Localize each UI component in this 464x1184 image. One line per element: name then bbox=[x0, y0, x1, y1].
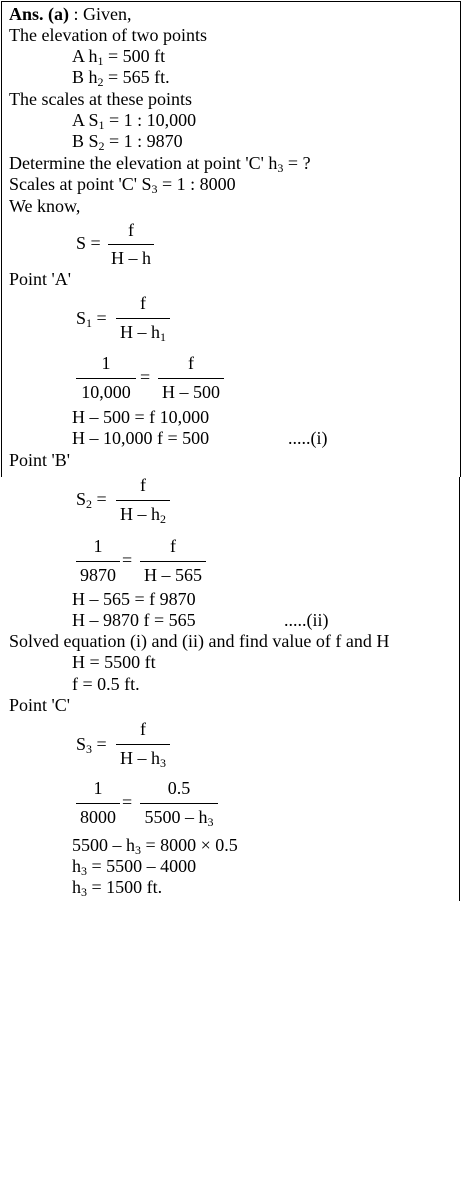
solution-frame-top bbox=[1, 1, 461, 477]
eq-c-step1-value: = 8000 × 0.5 bbox=[141, 835, 238, 855]
eq-b-step2: H – 9870 f = 565 bbox=[72, 610, 196, 630]
eq-c-result-sub: 3 bbox=[81, 885, 87, 899]
eq-c-right-fraction bbox=[138, 778, 220, 832]
given-s2 bbox=[72, 131, 183, 152]
eq-a-equals: = bbox=[140, 367, 151, 387]
eq-a-left-num: 1 bbox=[101, 353, 111, 373]
eq-c-right-bar bbox=[140, 803, 218, 804]
eq-a-step1: H – 500 = f 10,000 bbox=[72, 407, 210, 427]
eq-a-tag: .....(i) bbox=[288, 428, 328, 448]
eq-a-left-den: 10,000 bbox=[81, 382, 131, 402]
answer-heading bbox=[9, 4, 132, 25]
eq-c-right-den-text: 5500 – h bbox=[144, 807, 208, 827]
determine-sub: 3 bbox=[277, 161, 284, 175]
eq-c-right-num: 0.5 bbox=[167, 778, 191, 798]
eq-c-step1-sub: 3 bbox=[135, 843, 141, 857]
formula-s1-s: S bbox=[76, 308, 87, 328]
given-s2-value: = 1 : 9870 bbox=[104, 131, 183, 151]
formula-s2-den-sub: 2 bbox=[160, 512, 166, 526]
point-b-heading: Point 'B' bbox=[9, 450, 71, 470]
given-s2-sub: 2 bbox=[98, 139, 105, 153]
eq-c-step2-text: h bbox=[72, 856, 81, 876]
eq-b-tag: .....(ii) bbox=[284, 610, 329, 630]
given-scales-heading: The scales at these points bbox=[9, 89, 192, 109]
eq-c-result-text: h bbox=[72, 877, 81, 897]
eq-b-right-num: f bbox=[170, 536, 176, 556]
eq-c-right-den-sub: 3 bbox=[207, 815, 214, 829]
formula-s3-eq: = bbox=[92, 734, 107, 754]
given-s1 bbox=[72, 110, 196, 131]
determine-text: Determine the elevation at point 'C' h bbox=[9, 153, 278, 173]
given-s1-text: A S bbox=[72, 110, 99, 130]
eq-c-equals: = bbox=[122, 792, 133, 812]
given-h1-text: A h bbox=[72, 46, 98, 66]
eq-c-step1 bbox=[72, 835, 238, 856]
answer-label: Ans. (a) bbox=[9, 4, 70, 24]
given-h2 bbox=[72, 67, 170, 88]
scale-c-value: = 1 : 8000 bbox=[157, 174, 236, 194]
formula-s3-den-sub: 3 bbox=[160, 756, 166, 770]
eq-b-left-fraction bbox=[74, 536, 122, 588]
formula-s2-den-text: H – h bbox=[120, 504, 160, 524]
eq-a-right-bar bbox=[158, 378, 224, 379]
given-h2-text: B h bbox=[72, 67, 98, 87]
formula-s3-s: S bbox=[76, 734, 87, 754]
formula-s1-eq: = bbox=[92, 308, 107, 328]
formula-s2-den bbox=[114, 504, 172, 525]
formula-s2-sub: 2 bbox=[86, 497, 93, 511]
eq-c-step1-text: 5500 – h bbox=[72, 835, 135, 855]
formula-s3-sub: 3 bbox=[86, 742, 93, 756]
eq-a-step2: H – 10,000 f = 500 bbox=[72, 428, 210, 448]
determine-line bbox=[9, 153, 311, 174]
formula-s3-num: f bbox=[140, 719, 146, 739]
given-h1-sub: 1 bbox=[97, 54, 104, 68]
eq-b-left-bar bbox=[76, 561, 120, 562]
formula-s1-lhs bbox=[76, 308, 107, 329]
formula-s1-bar bbox=[116, 318, 170, 319]
formula-s3-den bbox=[114, 748, 172, 769]
eq-c-left-num: 1 bbox=[93, 778, 103, 798]
scale-c-line bbox=[9, 174, 236, 195]
formula-s3-bar bbox=[116, 744, 170, 745]
answer-given: : Given, bbox=[69, 4, 132, 24]
formula-s3-den-text: H – h bbox=[120, 748, 160, 768]
eq-b-left-den: 9870 bbox=[80, 565, 116, 585]
point-c-heading: Point 'C' bbox=[9, 695, 71, 715]
formula-s1-fraction bbox=[114, 293, 172, 347]
solved-h: H = 5500 ft bbox=[72, 652, 156, 672]
eq-a-right-den: H – 500 bbox=[162, 382, 220, 402]
determine-value: = ? bbox=[283, 153, 311, 173]
formula-s2-bar bbox=[116, 500, 170, 501]
formula-s-lhs: S = bbox=[76, 233, 101, 253]
given-s1-sub: 1 bbox=[98, 118, 105, 132]
eq-a-left-fraction bbox=[74, 353, 138, 405]
formula-s1-den-sub: 1 bbox=[160, 330, 166, 344]
formula-s1-den-text: H – h bbox=[120, 322, 160, 342]
eq-c-result-value: = 1500 ft. bbox=[87, 877, 163, 897]
eq-a-right-fraction bbox=[156, 353, 226, 405]
formula-s-bar bbox=[108, 244, 154, 245]
eq-b-step1: H – 565 = f 9870 bbox=[72, 589, 196, 609]
we-know: We know, bbox=[9, 196, 81, 216]
eq-b-equals: = bbox=[122, 550, 133, 570]
formula-s-fraction bbox=[106, 220, 156, 272]
given-h2-sub: 2 bbox=[97, 75, 104, 89]
formula-s1-sub: 1 bbox=[86, 316, 93, 330]
formula-s3-fraction bbox=[114, 719, 172, 773]
eq-c-left-den: 8000 bbox=[80, 807, 116, 827]
given-s1-value: = 1 : 10,000 bbox=[104, 110, 197, 130]
formula-s2-s: S bbox=[76, 489, 87, 509]
formula-s1-den bbox=[114, 322, 172, 343]
eq-c-left-bar bbox=[76, 803, 120, 804]
eq-c-left-fraction bbox=[74, 778, 122, 830]
formula-s1-num: f bbox=[140, 293, 146, 313]
given-s2-text: B S bbox=[72, 131, 99, 151]
formula-s2-fraction bbox=[114, 475, 172, 529]
given-h1-value: = 500 ft bbox=[103, 46, 166, 66]
formula-s3-lhs bbox=[76, 734, 107, 755]
formula-s2-lhs bbox=[76, 489, 107, 510]
eq-c-result bbox=[72, 877, 162, 898]
eq-b-right-fraction bbox=[138, 536, 208, 588]
formula-s2-eq: = bbox=[92, 489, 107, 509]
eq-b-left-num: 1 bbox=[93, 536, 103, 556]
scale-c-text: Scales at point 'C' S bbox=[9, 174, 152, 194]
given-h2-value: = 565 ft. bbox=[103, 67, 170, 87]
eq-b-right-bar bbox=[140, 561, 206, 562]
eq-c-step2-value: = 5500 – 4000 bbox=[87, 856, 197, 876]
eq-a-right-num: f bbox=[188, 353, 194, 373]
formula-s-num: f bbox=[128, 220, 134, 240]
formula-s2-num: f bbox=[140, 475, 146, 495]
given-elevation-heading: The elevation of two points bbox=[9, 25, 207, 45]
scale-c-sub: 3 bbox=[151, 182, 158, 196]
eq-a-left-bar bbox=[76, 378, 136, 379]
eq-c-step2 bbox=[72, 856, 196, 877]
solved-line: Solved equation (i) and (ii) and find value of f and H bbox=[9, 631, 390, 651]
eq-c-step2-sub: 3 bbox=[81, 864, 87, 878]
point-a-heading: Point 'A' bbox=[9, 269, 71, 289]
solved-f: f = 0.5 ft. bbox=[72, 674, 140, 694]
given-h1 bbox=[72, 46, 165, 67]
eq-c-right-den bbox=[138, 807, 220, 828]
formula-s-den: H – h bbox=[111, 248, 151, 268]
eq-b-right-den: H – 565 bbox=[144, 565, 202, 585]
